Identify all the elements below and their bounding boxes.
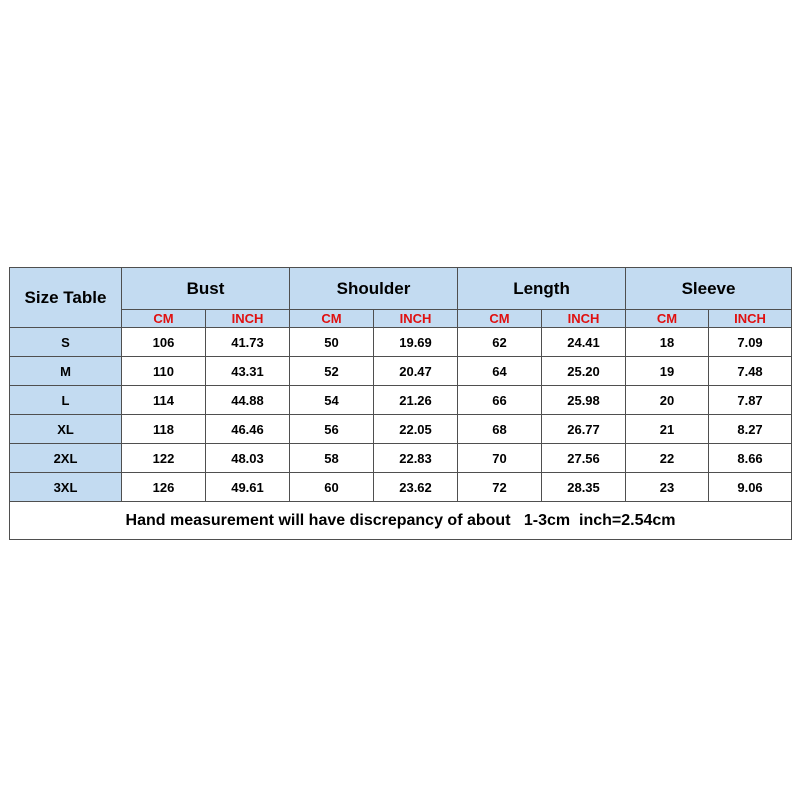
table-cell: 56 <box>290 415 374 444</box>
table-cell: 58 <box>290 444 374 473</box>
table-row <box>10 444 792 473</box>
table-cell: 21 <box>626 415 709 444</box>
table-cell: 54 <box>290 386 374 415</box>
unit-label-cm: CM <box>626 310 709 328</box>
table-cell: 20 <box>626 386 709 415</box>
table-cell: 122 <box>122 444 206 473</box>
table-cell: 64 <box>458 357 542 386</box>
table-cell: 9.06 <box>709 473 792 502</box>
table-cell: 27.56 <box>542 444 626 473</box>
table-cell: 44.88 <box>206 386 290 415</box>
table-cell: 126 <box>122 473 206 502</box>
table-row <box>10 386 792 415</box>
table-cell: 46.46 <box>206 415 290 444</box>
table-cell: 70 <box>458 444 542 473</box>
table-cell: 52 <box>290 357 374 386</box>
group-header-length: Length <box>458 268 626 310</box>
group-header-sleeve: Sleeve <box>626 268 792 310</box>
measurement-note: Hand measurement will have discrepancy of about 1-3cm inch=2.54cm <box>10 502 792 540</box>
size-label: S <box>10 328 122 357</box>
table-cell: 43.31 <box>206 357 290 386</box>
table-cell: 26.77 <box>542 415 626 444</box>
table-cell: 62 <box>458 328 542 357</box>
table-cell: 25.98 <box>542 386 626 415</box>
unit-label-inch: INCH <box>709 310 792 328</box>
unit-label-inch: INCH <box>206 310 290 328</box>
table-row <box>10 415 792 444</box>
table-cell: 60 <box>290 473 374 502</box>
group-header-shoulder: Shoulder <box>290 268 458 310</box>
table-row <box>10 328 792 357</box>
table-cell: 8.66 <box>709 444 792 473</box>
table-row <box>10 357 792 386</box>
table-cell: 118 <box>122 415 206 444</box>
unit-header-row <box>10 310 792 328</box>
table-cell: 19.69 <box>374 328 458 357</box>
table-cell: 41.73 <box>206 328 290 357</box>
size-label: M <box>10 357 122 386</box>
table-cell: 19 <box>626 357 709 386</box>
table-cell: 22 <box>626 444 709 473</box>
size-label: 3XL <box>10 473 122 502</box>
table-cell: 21.26 <box>374 386 458 415</box>
table-cell: 24.41 <box>542 328 626 357</box>
size-table <box>9 267 792 540</box>
table-cell: 66 <box>458 386 542 415</box>
size-label: L <box>10 386 122 415</box>
table-cell: 48.03 <box>206 444 290 473</box>
table-cell: 20.47 <box>374 357 458 386</box>
group-header-row <box>10 268 792 310</box>
table-row <box>10 473 792 502</box>
table-cell: 7.48 <box>709 357 792 386</box>
unit-label-inch: INCH <box>374 310 458 328</box>
table-cell: 25.20 <box>542 357 626 386</box>
table-cell: 7.87 <box>709 386 792 415</box>
table-cell: 28.35 <box>542 473 626 502</box>
table-cell: 18 <box>626 328 709 357</box>
table-cell: 23.62 <box>374 473 458 502</box>
unit-label-inch: INCH <box>542 310 626 328</box>
table-cell: 7.09 <box>709 328 792 357</box>
table-cell: 50 <box>290 328 374 357</box>
unit-label-cm: CM <box>290 310 374 328</box>
size-label: XL <box>10 415 122 444</box>
group-header-bust: Bust <box>122 268 290 310</box>
unit-label-cm: CM <box>122 310 206 328</box>
unit-label-cm: CM <box>458 310 542 328</box>
table-cell: 23 <box>626 473 709 502</box>
table-cell: 22.83 <box>374 444 458 473</box>
size-label: 2XL <box>10 444 122 473</box>
table-cell: 106 <box>122 328 206 357</box>
table-cell: 110 <box>122 357 206 386</box>
table-cell: 22.05 <box>374 415 458 444</box>
table-cell: 8.27 <box>709 415 792 444</box>
table-cell: 49.61 <box>206 473 290 502</box>
corner-label: Size Table <box>10 268 122 328</box>
table-cell: 72 <box>458 473 542 502</box>
table-cell: 114 <box>122 386 206 415</box>
note-row <box>10 502 792 540</box>
table-cell: 68 <box>458 415 542 444</box>
